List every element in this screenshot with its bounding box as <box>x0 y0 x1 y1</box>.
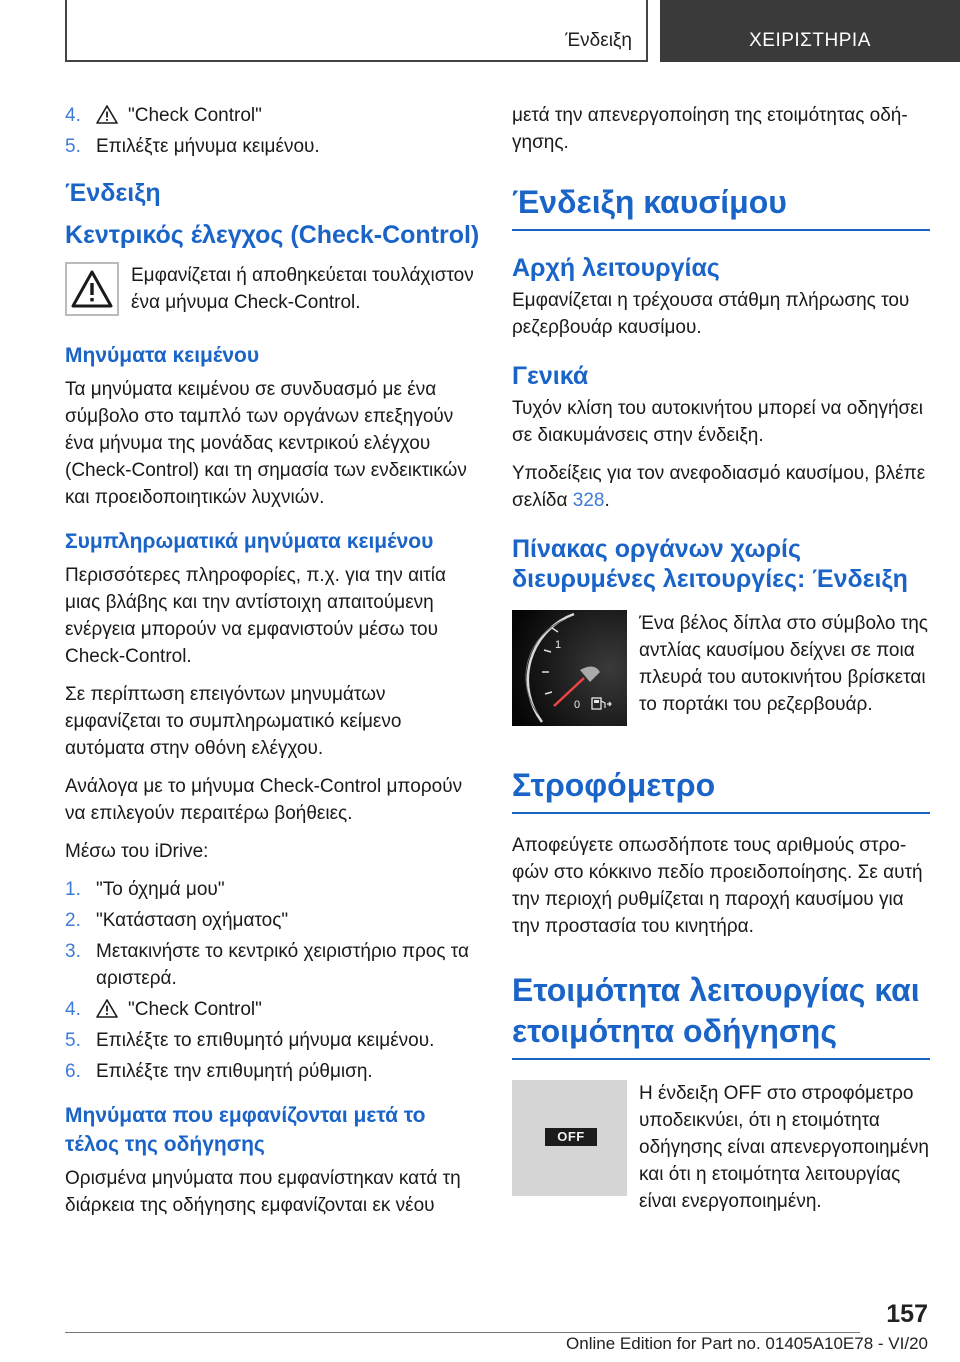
list-number: 5. <box>65 1030 81 1051</box>
list-number: 5. <box>65 136 81 157</box>
check-control-symbol-box <box>65 262 119 316</box>
supp-paragraph-3: Ανάλογα με το μήνυμα Check-Control μπορούν να επιλεγούν περαιτέρω βοήθειες. <box>65 776 463 824</box>
supp-paragraph-4: Μέσω του iDrive: <box>65 841 209 862</box>
heading-fuel-gauge-wrap <box>512 182 930 231</box>
page-reference-link[interactable]: 328 <box>572 490 605 511</box>
page-number: 157 <box>886 1300 928 1328</box>
check-control-figure-row <box>65 262 483 327</box>
list-text: "Check Control" <box>128 105 262 126</box>
list-number: 2. <box>65 910 81 931</box>
supp-paragraph-2: Σε περίπτωση επειγόντων μηνυμάτων εμφανίζεται το συμπληρωματικό κείμενο αυτόματα στην οθόνη ελέγχου. <box>65 684 402 759</box>
warning-icon <box>96 999 118 1018</box>
warning-triangle-icon <box>70 269 114 309</box>
footer-edition-text: Online Edition for Part no. 01405A10E78 - VI/20 <box>566 1334 928 1353</box>
list-text: "Το όχημά μου" <box>96 879 225 900</box>
off-badge-label: OFF <box>557 1129 585 1144</box>
heading-indicator: Ένδειξη <box>65 179 161 207</box>
heading-readiness-wrap <box>512 970 930 1060</box>
check-control-text: Εμφανίζεται ή αποθηκεύεται τουλάχιστον ένα μήνυμα Check-Control. <box>131 265 474 313</box>
heading-text-messages: Μηνύματα κειμένου <box>65 344 260 367</box>
list-item <box>65 996 483 1023</box>
heading-tachometer-wrap <box>512 765 930 814</box>
header-section-title: Ένδειξη <box>565 30 632 51</box>
list-item <box>65 133 483 160</box>
right-column <box>512 102 930 1226</box>
header-chapter-tab <box>660 0 960 62</box>
list-text: Επιλέξτε την επιθυμητή ρύθμιση. <box>96 1061 373 1082</box>
off-badge <box>545 1128 597 1146</box>
list-item <box>65 907 483 934</box>
header-section-box <box>65 0 648 62</box>
general-paragraph-2 <box>512 460 930 514</box>
supp-paragraph-1: Περισσότερες πληροφορίες, π.χ. για την αιτία μιας βλάβης και την αντίστοιχη απαιτούμενη ενέργεια μπορούν να εμφανιστούν μέσω του Check-Control. <box>65 565 446 667</box>
heading-end-of-drive-messages: Μηνύματα που εμφανίζονται μετά το τέλος της οδήγησης <box>65 1104 426 1156</box>
list-item <box>65 102 483 129</box>
general-paragraph-2-text: Υποδείξεις για τον ανεφοδιασμό καυσίμου, βλέπε σελίδα <box>512 463 926 511</box>
fuel-gauge-figure-row <box>512 610 930 729</box>
off-indicator-image <box>512 1080 627 1196</box>
gauge-label-zero: 0 <box>574 699 581 711</box>
heading-check-control: Κεντρικός έλεγχος (Check-Control) <box>65 221 480 249</box>
list-number: 3. <box>65 941 81 962</box>
heading-fuel-gauge: Ένδειξη καυσίμου <box>512 184 787 220</box>
readiness-paragraph: Η ένδειξη OFF στο στροφόμετρο υποδεικνύει, ότι η ετοιμότητα οδήγησης είναι απενεργοποιημένη και ότι η ετοιμότητα λειτουργίας είναι ενεργοποιημένη. <box>639 1083 930 1212</box>
heading-instrument-panel: Πίνακας οργάνων χωρίς διευρυμένες λειτουργίες: Ένδειξη <box>512 535 908 593</box>
list-text: "Check Control" <box>128 999 262 1020</box>
heading-supplementary-messages: Συμπληρωματικά μηνύματα κειμένου <box>65 530 434 553</box>
left-column <box>65 102 483 1230</box>
continued-paragraph: μετά την απενεργοποίηση της ετοιμότητας οδήγησης. <box>512 105 908 153</box>
list-item <box>65 1058 483 1085</box>
heading-tachometer: Στροφόμετρο <box>512 767 716 803</box>
general-paragraph-2-end: . <box>604 490 610 511</box>
heading-readiness: Ετοιμότητα λειτουργίας και ετοιμότητα οδήγησης <box>512 972 920 1049</box>
idrive-step-list <box>65 876 483 1085</box>
top-step-list <box>65 102 483 160</box>
list-number: 4. <box>65 105 81 126</box>
end-of-drive-paragraph: Ορισμένα μηνύματα που εμφανίστηκαν κατά τη διάρκεια της οδήγησης εμφανίζονται εκ νέου <box>65 1168 461 1216</box>
list-text: Επιλέξτε το επιθυμητό μήνυμα κειμένου. <box>96 1030 435 1051</box>
list-item <box>65 1027 483 1054</box>
list-item <box>65 938 483 992</box>
list-text: "Κατάσταση οχήματος" <box>96 910 289 931</box>
tachometer-paragraph: Αποφεύγετε οπωσδήποτε τους αριθμούς στροφών στο κόκκινο πεδίο προειδοποίησης. Σε αυτή την περιοχή ρυθμίζεται η παροχή καυσίμου για την προστασία του κινητήρα. <box>512 835 923 937</box>
gauge-label-one: 1 <box>555 639 562 651</box>
list-number: 4. <box>65 999 81 1020</box>
heading-principle: Αρχή λειτουργίας <box>512 254 720 282</box>
warning-icon <box>96 105 118 124</box>
text-messages-paragraph: Τα μηνύματα κειμένου σε συνδυασμό με ένα σύμβολο στο ταμπλό των οργάνων επεξηγούν ένα μήνυμα της μονάδας κεντρικού ελέγχου (Check-Control) και τη σημασία των ενδεικτικών και προειδοποιητικών λυχνιών. <box>65 379 467 508</box>
fuel-gauge-text: Ένα βέλος δίπλα στο σύμβολο της αντλίας καυσίμου δείχνει σε ποια πλευρά του αυτοκινήτου βρίσκεται το πορτάκι του ρεζερβουάρ. <box>639 613 928 715</box>
general-paragraph-1: Τυχόν κλίση του αυτοκινήτου μπορεί να οδηγήσει σε διακυμάνσεις στην ένδειξη. <box>512 398 923 446</box>
principle-paragraph: Εμφανίζεται η τρέχουσα στάθμη πλήρωσης του ρεζερβουάρ καυσίμου. <box>512 290 910 338</box>
off-indicator-figure-row <box>512 1080 930 1226</box>
header-chapter-title: ΧΕΙΡΙΣΤΗΡΙΑ <box>749 30 871 51</box>
list-number: 6. <box>65 1061 81 1082</box>
heading-general: Γενικά <box>512 362 589 390</box>
list-item <box>65 876 483 903</box>
footer-rule <box>65 1332 860 1333</box>
fuel-gauge-image <box>512 610 627 726</box>
list-text: Επιλέξτε μήνυμα κειμένου. <box>96 136 320 157</box>
list-number: 1. <box>65 879 81 900</box>
list-text: Μετακινήστε το κεντρικό χειριστήριο προς τα αριστερά. <box>96 941 469 989</box>
